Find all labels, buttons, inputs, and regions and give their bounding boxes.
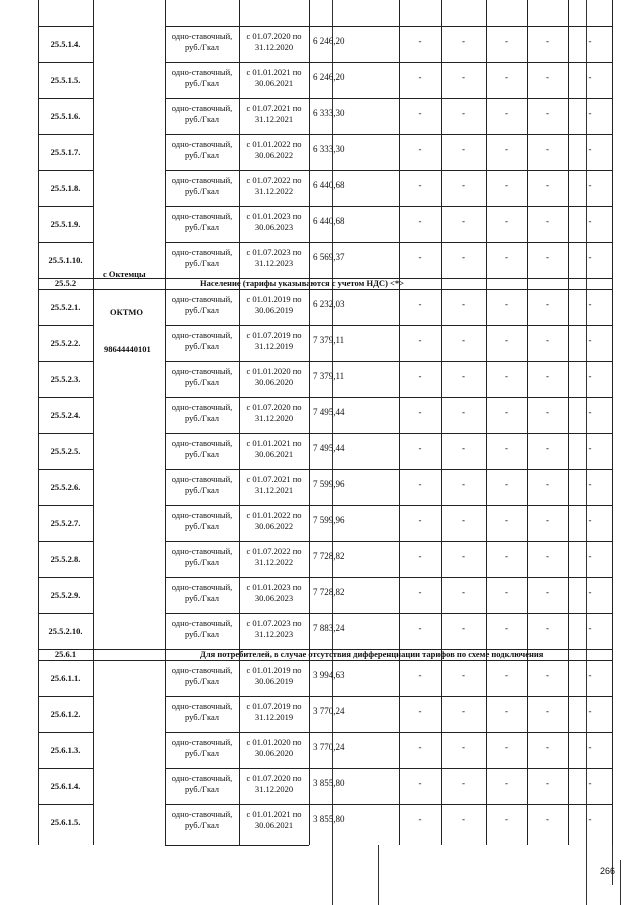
empty-value-dash: - [546, 371, 549, 382]
period-from: с 01.07.2019 по [246, 701, 302, 712]
empty-value-dash: - [462, 706, 465, 717]
empty-value-dash: - [546, 443, 549, 454]
tariff-value: 6 246,20 [313, 72, 345, 83]
tariff-value: 6 440,68 [313, 180, 345, 191]
period-from: с 01.01.2019 по [246, 665, 302, 676]
row-number: 25.5.2.3. [50, 373, 81, 384]
empty-value-dash: - [546, 144, 549, 155]
row-number: 25.6.1.5. [50, 816, 81, 827]
row-border [165, 845, 309, 846]
empty-value-dash: - [546, 814, 549, 825]
empty-value-dash: - [546, 72, 549, 83]
empty-value-dash: - [462, 299, 465, 310]
tariff-value: 6 569,37 [313, 252, 345, 263]
tariff-value: 7 379,11 [313, 371, 345, 382]
period-from: с 01.07.2019 по [246, 330, 302, 341]
empty-value-dash: - [462, 515, 465, 526]
empty-value-dash: - [588, 72, 592, 83]
tariff-type: одно-ставочный, руб./Гкал [171, 737, 233, 758]
period-to: 30.06.2019 [254, 676, 294, 686]
empty-value-dash: - [462, 742, 465, 753]
period-from: с 01.07.2020 по [246, 31, 302, 42]
scan-artifact-line [612, 845, 613, 885]
tariff-value: 7 495,44 [313, 443, 345, 454]
empty-value-dash: - [505, 742, 508, 753]
empty-value-dash: - [588, 443, 592, 454]
empty-value-dash: - [418, 108, 422, 119]
empty-value-dash: - [588, 216, 592, 227]
tariff-type: одно-ставочный, руб./Гкал [171, 366, 233, 387]
validity-period [239, 698, 309, 726]
empty-value-dash: - [462, 623, 465, 634]
empty-value-dash: - [418, 778, 422, 789]
row-number: 25.5.2 [54, 278, 77, 289]
validity-period [239, 507, 309, 535]
scan-artifact-line [378, 845, 379, 905]
period-to: 30.06.2019 [254, 305, 294, 315]
tariff-type: одно-ставочный, руб./Гкал [171, 139, 233, 160]
period-to: 31.12.2019 [254, 341, 294, 351]
empty-value-dash: - [418, 407, 422, 418]
empty-value-dash: - [462, 108, 465, 119]
tariff-type: одно-ставочный, руб./Гкал [171, 510, 233, 531]
tariff-value: 7 599,96 [313, 479, 345, 490]
tariff-value: 3 770,24 [313, 742, 345, 753]
validity-period [239, 208, 309, 236]
period-from: с 01.07.2021 по [246, 474, 302, 485]
empty-value-dash: - [546, 778, 549, 789]
row-number: 25.5.1.8. [50, 182, 81, 193]
empty-value-dash: - [588, 515, 592, 526]
row-number: 25.5.2.7. [50, 517, 81, 528]
period-from: с 01.01.2021 по [246, 438, 302, 449]
empty-value-dash: - [588, 180, 592, 191]
empty-value-dash: - [546, 252, 549, 263]
tariff-type: одно-ставочный, руб./Гкал [171, 211, 233, 232]
empty-value-dash: - [505, 371, 508, 382]
empty-value-dash: - [505, 670, 508, 681]
validity-period [239, 662, 309, 690]
period-from: с 01.01.2022 по [246, 510, 302, 521]
tariff-type: одно-ставочный, руб./Гкал [171, 665, 233, 686]
tariff-type: одно-ставочный, руб./Гкал [171, 809, 233, 830]
period-to: 31.12.2019 [254, 712, 294, 722]
row-number: 25.5.1.5. [50, 74, 81, 85]
tariff-value: 6 333,30 [313, 144, 345, 155]
tariff-type: одно-ставочный, руб./Гкал [171, 330, 233, 351]
empty-value-dash: - [546, 551, 549, 562]
tariff-value: 7 599,96 [313, 515, 345, 526]
row-number: 25.6.1.2. [50, 708, 81, 719]
period-from: с 01.01.2020 по [246, 737, 302, 748]
period-to: 31.12.2020 [254, 413, 294, 423]
empty-value-dash: - [462, 479, 465, 490]
empty-value-dash: - [462, 216, 465, 227]
tariff-type: одно-ставочный, руб./Гкал [171, 247, 233, 268]
row-number: 25.5.1.7. [50, 146, 81, 157]
period-from: с 01.01.2020 по [246, 366, 302, 377]
settlement-label: с Октемцы [103, 269, 146, 279]
empty-value-dash: - [588, 706, 592, 717]
period-from: с 01.07.2020 по [246, 773, 302, 784]
empty-value-dash: - [462, 335, 465, 346]
period-from: с 01.07.2023 по [246, 618, 302, 629]
empty-value-dash: - [462, 670, 465, 681]
validity-period [239, 543, 309, 571]
empty-value-dash: - [505, 515, 508, 526]
period-from: с 01.01.2023 по [246, 211, 302, 222]
empty-value-dash: - [505, 180, 508, 191]
period-from: с 01.01.2022 по [246, 139, 302, 150]
empty-value-dash: - [546, 335, 549, 346]
period-from: с 01.07.2023 по [246, 247, 302, 258]
row-number: 25.5.2.8. [50, 553, 81, 564]
tariff-value: 7 495,44 [313, 407, 345, 418]
validity-period [239, 327, 309, 355]
period-to: 30.06.2022 [254, 521, 294, 531]
empty-value-dash: - [418, 479, 422, 490]
empty-value-dash: - [588, 742, 592, 753]
empty-value-dash: - [462, 144, 465, 155]
period-to: 31.12.2021 [254, 114, 294, 124]
validity-period [239, 806, 309, 834]
tariff-type: одно-ставочный, руб./Гкал [171, 618, 233, 639]
empty-value-dash: - [462, 36, 465, 47]
tariff-value: 7 379,11 [313, 335, 345, 346]
empty-value-dash: - [418, 180, 422, 191]
empty-value-dash: - [505, 551, 508, 562]
tariff-value: 6 246,20 [313, 36, 345, 47]
validity-period [239, 136, 309, 164]
empty-value-dash: - [588, 551, 592, 562]
empty-value-dash: - [588, 670, 592, 681]
tariff-type: одно-ставочный, руб./Гкал [171, 701, 233, 722]
period-to: 30.06.2023 [254, 222, 294, 232]
empty-value-dash: - [418, 335, 422, 346]
tariff-type: одно-ставочный, руб./Гкал [171, 402, 233, 423]
empty-value-dash: - [505, 216, 508, 227]
row-number: 25.5.2.9. [50, 589, 81, 600]
oktmo-code: 98644440101 [104, 344, 151, 354]
scan-artifact-line [620, 860, 621, 905]
period-to: 30.06.2020 [254, 377, 294, 387]
empty-value-dash: - [418, 443, 422, 454]
row-number: 25.5.1.6. [50, 110, 81, 121]
empty-value-dash: - [418, 551, 422, 562]
empty-value-dash: - [505, 706, 508, 717]
empty-value-dash: - [418, 252, 422, 263]
empty-value-dash: - [546, 515, 549, 526]
row-number: 25.5.1.9. [50, 218, 81, 229]
validity-period [239, 28, 309, 56]
empty-value-dash: - [418, 515, 422, 526]
tariff-type: одно-ставочный, руб./Гкал [171, 474, 233, 495]
validity-period [239, 579, 309, 607]
empty-value-dash: - [588, 299, 592, 310]
tariff-type: одно-ставочный, руб./Гкал [171, 582, 233, 603]
row-number: 25.5.2.6. [50, 481, 81, 492]
period-to: 31.12.2022 [254, 557, 294, 567]
empty-value-dash: - [462, 72, 465, 83]
period-to: 30.06.2021 [254, 820, 294, 830]
tariff-type: одно-ставочный, руб./Гкал [171, 31, 233, 52]
validity-period [239, 363, 309, 391]
empty-value-dash: - [505, 407, 508, 418]
empty-value-dash: - [588, 407, 592, 418]
empty-value-dash: - [418, 623, 422, 634]
empty-value-dash: - [462, 252, 465, 263]
empty-value-dash: - [505, 778, 508, 789]
empty-value-dash: - [418, 72, 422, 83]
empty-value-dash: - [462, 371, 465, 382]
empty-value-dash: - [462, 180, 465, 191]
empty-value-dash: - [588, 587, 592, 598]
tariff-type: одно-ставочный, руб./Гкал [171, 67, 233, 88]
empty-value-dash: - [588, 36, 592, 47]
period-from: с 01.07.2022 по [246, 175, 302, 186]
empty-value-dash: - [505, 479, 508, 490]
empty-value-dash: - [546, 216, 549, 227]
row-number: 25.5.1.10. [48, 254, 83, 265]
empty-value-dash: - [505, 299, 508, 310]
tariff-type: одно-ставочный, руб./Гкал [171, 175, 233, 196]
empty-value-dash: - [505, 814, 508, 825]
empty-value-dash: - [546, 623, 549, 634]
empty-value-dash: - [546, 670, 549, 681]
validity-period [239, 244, 309, 272]
validity-period [239, 734, 309, 762]
empty-value-dash: - [546, 180, 549, 191]
empty-value-dash: - [505, 443, 508, 454]
empty-value-dash: - [588, 479, 592, 490]
empty-value-dash: - [418, 742, 422, 753]
row-number: 25.5.2.4. [50, 409, 81, 420]
row-number: 25.5.1.4. [50, 38, 81, 49]
column-border [612, 0, 613, 845]
empty-value-dash: - [418, 814, 422, 825]
page-number: 266 [600, 866, 616, 876]
empty-value-dash: - [505, 587, 508, 598]
empty-value-dash: - [462, 814, 465, 825]
empty-value-dash: - [505, 252, 508, 263]
column-border [93, 0, 94, 845]
empty-value-dash: - [418, 144, 422, 155]
validity-period [239, 100, 309, 128]
empty-value-dash: - [462, 407, 465, 418]
empty-value-dash: - [418, 299, 422, 310]
tariff-value: 3 855,80 [313, 778, 345, 789]
section-title: Для потребителей, в случае отсутствия дифференциации тарифов по схеме подключения [200, 649, 544, 659]
empty-value-dash: - [546, 407, 549, 418]
empty-value-dash: - [418, 216, 422, 227]
tariff-value: 6 440,68 [313, 216, 345, 227]
period-to: 31.12.2021 [254, 485, 294, 495]
empty-value-dash: - [418, 706, 422, 717]
empty-value-dash: - [462, 443, 465, 454]
tariff-value: 7 883,24 [313, 623, 345, 634]
empty-value-dash: - [505, 36, 508, 47]
period-from: с 01.07.2021 по [246, 103, 302, 114]
period-to: 30.06.2022 [254, 150, 294, 160]
empty-value-dash: - [546, 108, 549, 119]
tariff-type: одно-ставочный, руб./Гкал [171, 103, 233, 124]
validity-period [239, 399, 309, 427]
tariff-value: 7 728,82 [313, 551, 345, 562]
tariff-value: 3 770,24 [313, 706, 345, 717]
empty-value-dash: - [588, 371, 592, 382]
validity-period [239, 471, 309, 499]
empty-value-dash: - [546, 706, 549, 717]
empty-value-dash: - [588, 814, 592, 825]
tariff-type: одно-ставочный, руб./Гкал [171, 294, 233, 315]
validity-period [239, 291, 309, 319]
empty-value-dash: - [505, 108, 508, 119]
period-to: 31.12.2023 [254, 629, 294, 639]
empty-value-dash: - [505, 72, 508, 83]
validity-period [239, 172, 309, 200]
validity-period [239, 64, 309, 92]
empty-value-dash: - [418, 36, 422, 47]
empty-value-dash: - [588, 108, 592, 119]
empty-value-dash: - [505, 335, 508, 346]
empty-value-dash: - [588, 623, 592, 634]
period-from: с 01.01.2021 по [246, 67, 302, 78]
period-to: 31.12.2023 [254, 258, 294, 268]
row-number: 25.5.2.10. [48, 625, 83, 636]
period-from: с 01.07.2022 по [246, 546, 302, 557]
row-number: 25.6.1 [54, 649, 77, 660]
tariff-type: одно-ставочный, руб./Гкал [171, 773, 233, 794]
row-number: 25.6.1.4. [50, 780, 81, 791]
period-to: 30.06.2021 [254, 449, 294, 459]
empty-value-dash: - [588, 335, 592, 346]
empty-value-dash: - [505, 144, 508, 155]
period-to: 31.12.2020 [254, 784, 294, 794]
empty-value-dash: - [546, 587, 549, 598]
empty-value-dash: - [546, 742, 549, 753]
validity-period [239, 770, 309, 798]
empty-value-dash: - [588, 778, 592, 789]
tariff-value: 3 855,80 [313, 814, 345, 825]
tariff-value: 7 728,82 [313, 587, 345, 598]
validity-period [239, 435, 309, 463]
validity-period [239, 615, 309, 643]
row-number: 25.5.2.2. [50, 337, 81, 348]
empty-value-dash: - [418, 587, 422, 598]
period-to: 30.06.2021 [254, 78, 294, 88]
tariff-value: 3 994,63 [313, 670, 345, 681]
empty-value-dash: - [462, 587, 465, 598]
empty-value-dash: - [588, 144, 592, 155]
tariff-type: одно-ставочный, руб./Гкал [171, 438, 233, 459]
empty-value-dash: - [588, 252, 592, 263]
period-from: с 01.01.2023 по [246, 582, 302, 593]
period-to: 31.12.2022 [254, 186, 294, 196]
row-number: 25.5.2.1. [50, 301, 81, 312]
oktmo-label: ОКТМО [110, 307, 143, 317]
row-number: 25.6.1.3. [50, 744, 81, 755]
period-from: с 01.01.2019 по [246, 294, 302, 305]
row-number: 25.6.1.1. [50, 672, 81, 683]
period-from: с 01.01.2021 по [246, 809, 302, 820]
empty-value-dash: - [546, 36, 549, 47]
empty-value-dash: - [418, 670, 422, 681]
empty-value-dash: - [546, 299, 549, 310]
tariff-value: 6 333,30 [313, 108, 345, 119]
empty-value-dash: - [546, 479, 549, 490]
period-to: 30.06.2023 [254, 593, 294, 603]
empty-value-dash: - [462, 778, 465, 789]
period-from: с 01.07.2020 по [246, 402, 302, 413]
empty-value-dash: - [418, 371, 422, 382]
tariff-value: 6 232,03 [313, 299, 345, 310]
empty-value-dash: - [505, 623, 508, 634]
period-to: 30.06.2020 [254, 748, 294, 758]
tariff-type: одно-ставочный, руб./Гкал [171, 546, 233, 567]
row-number: 25.5.2.5. [50, 445, 81, 456]
period-to: 31.12.2020 [254, 42, 294, 52]
empty-value-dash: - [462, 551, 465, 562]
section-title: Население (тарифы указываются с учетом НДС) <*> [200, 278, 404, 288]
